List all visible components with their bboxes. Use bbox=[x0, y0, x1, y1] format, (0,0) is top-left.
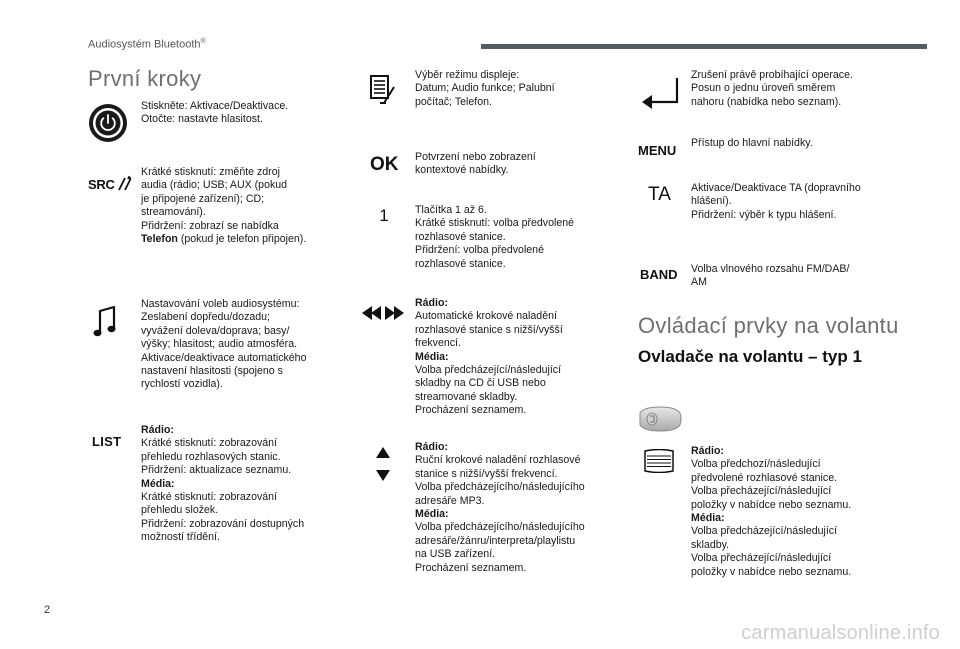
text-line: Výběr režimu displeje: bbox=[415, 69, 520, 81]
section-title: Audiosystém Bluetooth bbox=[88, 38, 201, 51]
text-line: Volba předchozí/následující bbox=[691, 458, 821, 471]
text-line: Přidržení: výběr k typu hlášení. bbox=[691, 208, 837, 221]
text-line: Přidržení: aktualizace seznamu. bbox=[141, 464, 292, 477]
page-number: 2 bbox=[44, 604, 51, 616]
text-line: nastavení hlasitosti (spojeno s bbox=[141, 365, 283, 378]
src-desc bbox=[141, 166, 346, 246]
power-desc bbox=[141, 100, 341, 127]
up-down-desc bbox=[415, 441, 625, 575]
text-line: vyvážení doleva/doprava; basy/ bbox=[141, 324, 290, 337]
steering-switch-icon bbox=[638, 405, 682, 433]
list-label: LIST bbox=[92, 433, 122, 449]
text-line: Krátké stisknutí: změňte zdroj bbox=[141, 166, 280, 178]
text-line: Potvrzení nebo zobrazení bbox=[415, 151, 536, 163]
text-tail: (pokud je telefon připojen). bbox=[177, 233, 307, 246]
text-line: Volba předcházejícího/následujícího bbox=[415, 521, 585, 534]
music-desc bbox=[141, 298, 346, 392]
text-line: Zeslabení dopředu/dozadu; bbox=[141, 311, 270, 324]
text-line: Volba předcházejícího/následujícího bbox=[415, 481, 585, 494]
text-line: Tlačítka 1 až 6. bbox=[415, 204, 487, 216]
ta-icon bbox=[648, 183, 682, 207]
text-line: adresáře/žánru/interpreta/playlistu bbox=[415, 534, 576, 547]
text-line: streamování). bbox=[141, 206, 206, 219]
text-line: Stiskněte: Aktivace/Deaktivace. bbox=[141, 100, 289, 112]
text-line: Volba vlnového rozsahu FM/DAB/ bbox=[691, 263, 850, 275]
menu-desc bbox=[691, 137, 901, 150]
wheel-desc bbox=[691, 445, 901, 579]
list-icon bbox=[92, 431, 132, 451]
header-bar bbox=[481, 44, 927, 49]
bold-word: Telefon bbox=[141, 233, 178, 246]
media-label: Média: bbox=[415, 508, 449, 521]
heading-first-steps: První kroky bbox=[88, 66, 202, 91]
back-return-icon bbox=[640, 76, 680, 110]
text-line: Volba přecházející/následující bbox=[691, 552, 832, 565]
up-down-arrows-icon bbox=[375, 446, 391, 482]
menu-label: MENU bbox=[638, 142, 677, 158]
preset-desc bbox=[415, 204, 620, 271]
text-line: přehledu rozhlasových stanic. bbox=[141, 450, 281, 463]
display-mode-icon bbox=[370, 75, 396, 105]
media-label: Média: bbox=[141, 477, 175, 490]
text-line: počítač; Telefon. bbox=[415, 95, 492, 108]
text-line: Přístup do hlavní nabídky. bbox=[691, 137, 813, 149]
section-header bbox=[88, 38, 206, 51]
radio-label: Rádio: bbox=[415, 297, 448, 309]
preset-label: 1 bbox=[379, 206, 389, 225]
power-icon bbox=[88, 103, 128, 143]
text-line: Automatické krokové naladění bbox=[415, 310, 557, 323]
ok-desc bbox=[415, 151, 620, 178]
text-line: stanice s nižší/vyšší frekvencí. bbox=[415, 467, 558, 480]
radio-label: Rádio: bbox=[141, 424, 174, 436]
text-line: Volba předcházející/následující bbox=[415, 364, 562, 377]
text-line: skladby. bbox=[691, 538, 730, 551]
text-line: rozhlasové stanice s nižší/vyšší bbox=[415, 323, 563, 336]
text-line: rychlostí vozidla). bbox=[141, 378, 223, 391]
text-line: Přidržení: zobrazování dostupných bbox=[141, 517, 305, 530]
text-line: skladby na CD či USB nebo bbox=[415, 377, 546, 390]
text-line: Volba přecházející/následující bbox=[691, 485, 832, 498]
text-line: hlášení). bbox=[691, 195, 732, 208]
text-line: streamované skladby. bbox=[415, 390, 518, 403]
ok-icon bbox=[370, 154, 404, 176]
list-desc bbox=[141, 424, 346, 545]
text-line: Datum; Audio funkce; Palubní bbox=[415, 82, 555, 95]
text-line: audia (rádio; USB; AUX (pokud bbox=[141, 179, 288, 192]
radio-label: Rádio: bbox=[691, 445, 724, 457]
text-line: položky v nabídce nebo seznamu. bbox=[691, 565, 852, 578]
seek-desc bbox=[415, 297, 620, 418]
scroll-wheel-icon bbox=[643, 449, 675, 473]
ok-label: OK bbox=[370, 154, 399, 175]
text-line: Krátké stisknutí: zobrazování bbox=[141, 437, 278, 450]
ta-desc bbox=[691, 182, 901, 222]
text-line: rozhlasové stanice. bbox=[415, 257, 506, 270]
src-telephone-icon bbox=[88, 174, 132, 194]
text-line: Volba předcházející/následující bbox=[691, 525, 838, 538]
media-label: Média: bbox=[415, 350, 449, 363]
text-line: přehledu složek. bbox=[141, 504, 219, 517]
text-line: Krátké stisknutí: zobrazování bbox=[141, 491, 278, 504]
text-line: AM bbox=[691, 276, 707, 289]
music-note-icon bbox=[92, 305, 118, 339]
seek-arrows-icon bbox=[362, 305, 404, 321]
registered-mark: ® bbox=[200, 38, 206, 45]
ta-label: TA bbox=[648, 184, 671, 205]
text-line: Přidržení: volba předvolené bbox=[415, 244, 544, 257]
text-line: Ruční krokové naladění rozhlasové bbox=[415, 454, 581, 467]
back-desc bbox=[691, 69, 901, 109]
band-label: BAND bbox=[640, 266, 678, 282]
text-line: Procházení seznamem. bbox=[415, 404, 527, 417]
text-line: položky v nabídce nebo seznamu. bbox=[691, 498, 852, 511]
text-line: frekvencí. bbox=[415, 337, 461, 350]
text-line: Krátké stisknutí: volba předvolené bbox=[415, 217, 574, 230]
src-label: SRC bbox=[88, 176, 115, 192]
text-line: předvolené rozhlasové stanice. bbox=[691, 471, 838, 484]
subheading-steering-type1: Ovladače na volantu – typ 1 bbox=[638, 347, 862, 366]
media-label: Média: bbox=[691, 512, 725, 525]
text-line: výšky; hlasitost; audio atmosféra. bbox=[141, 338, 298, 351]
text-line: možností třídění. bbox=[141, 531, 220, 544]
heading-steering-controls: Ovládací prvky na volantu bbox=[638, 313, 899, 338]
text-line: Otočte: nastavte hlasitost. bbox=[141, 113, 263, 126]
display-mode-desc bbox=[415, 69, 620, 109]
text-line: adresáře MP3. bbox=[415, 494, 485, 507]
text-line: kontextové nabídky. bbox=[415, 164, 509, 177]
text-line: Procházení seznamem. bbox=[415, 561, 527, 574]
text-line: Aktivace/deaktivace automatického bbox=[141, 351, 307, 364]
text-line: Zrušení právě probíhající operace. bbox=[691, 69, 853, 81]
text-line: rozhlasové stanice. bbox=[415, 230, 506, 243]
band-icon bbox=[640, 265, 688, 283]
preset-number-icon bbox=[377, 205, 391, 227]
text-line: Nastavování voleb audiosystému: bbox=[141, 298, 300, 310]
text-line: je připojené zařízení); CD; bbox=[141, 192, 265, 205]
watermark-text: carmanualsonline.info bbox=[741, 622, 940, 644]
text-line: nahoru (nabídka nebo seznam). bbox=[691, 95, 842, 108]
text-line: Aktivace/Deaktivace TA (dopravního bbox=[691, 182, 861, 194]
text-line: na USB zařízení. bbox=[415, 548, 496, 561]
text-line: Posun o jednu úroveň směrem bbox=[691, 82, 836, 95]
band-desc bbox=[691, 263, 901, 290]
menu-icon bbox=[638, 141, 686, 159]
radio-label: Rádio: bbox=[415, 441, 448, 453]
text-line: Přidržení: zobrazí se nabídka bbox=[141, 219, 279, 232]
